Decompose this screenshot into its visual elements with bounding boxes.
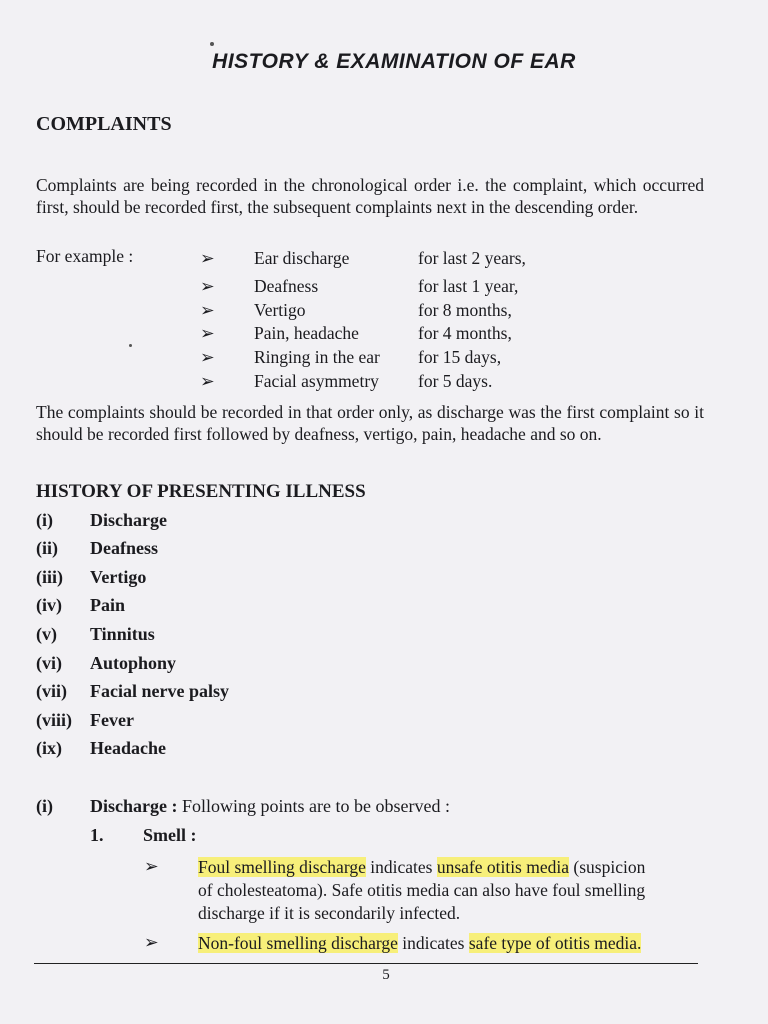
hpi-item-number: (ix) bbox=[36, 738, 62, 758]
example-duration: for 15 days, bbox=[418, 347, 502, 367]
hpi-item bbox=[0, 510, 768, 538]
hpi-item-label: Fever bbox=[90, 710, 134, 730]
discharge-number: (i) bbox=[36, 796, 53, 816]
hpi-item-number: (vii) bbox=[36, 681, 67, 701]
bullet-text: (suspicion bbox=[569, 857, 646, 877]
hpi-item-label: Pain bbox=[90, 595, 126, 615]
speck-mark bbox=[129, 344, 132, 347]
discharge-label: Discharge : bbox=[90, 796, 178, 816]
hpi-item-number: (iv) bbox=[36, 595, 62, 615]
hpi-item-number: (i) bbox=[36, 510, 53, 530]
complaints-heading: COMPLAINTS bbox=[36, 113, 172, 135]
smell-label: Smell : bbox=[143, 825, 197, 845]
hpi-item bbox=[0, 538, 768, 566]
page-number: 5 bbox=[382, 967, 390, 983]
foul-smell-bullet bbox=[198, 856, 703, 925]
example-duration: for 4 months, bbox=[418, 323, 512, 343]
hpi-item-number: (vi) bbox=[36, 653, 62, 673]
discharge-text: Following points are to be observed : bbox=[177, 796, 450, 816]
hpi-item-number: (v) bbox=[36, 624, 57, 644]
speck-mark bbox=[210, 42, 214, 46]
example-row bbox=[0, 371, 768, 395]
hpi-item bbox=[0, 738, 768, 766]
highlight-safe-otitis: safe type of otitis media. bbox=[468, 933, 642, 953]
hpi-item-label: Vertigo bbox=[90, 567, 147, 587]
page-title: HISTORY & EXAMINATION OF EAR bbox=[212, 50, 576, 73]
foul-smell-line-1 bbox=[198, 856, 703, 879]
highlight-foul-smelling: Foul smelling discharge bbox=[198, 857, 366, 877]
hpi-item-label: Discharge bbox=[90, 510, 167, 530]
hpi-item-label: Facial nerve palsy bbox=[90, 681, 229, 701]
arrow-bullet-icon: ➢ bbox=[200, 371, 215, 391]
example-complaint: Pain, headache bbox=[254, 323, 359, 343]
hpi-item-number: (ii) bbox=[36, 538, 58, 558]
example-row bbox=[0, 248, 768, 272]
arrow-bullet-icon: ➢ bbox=[200, 248, 215, 268]
footer-rule bbox=[34, 963, 698, 964]
arrow-bullet-icon: ➢ bbox=[200, 323, 215, 343]
example-label: For example : bbox=[36, 246, 134, 266]
example-duration: for last 2 years, bbox=[418, 248, 526, 268]
hpi-item bbox=[0, 710, 768, 738]
example-complaint: Ringing in the ear bbox=[254, 347, 380, 367]
bullet-text: indicates bbox=[397, 933, 469, 953]
example-row bbox=[0, 300, 768, 324]
highlight-unsafe-otitis: unsafe otitis media bbox=[436, 857, 570, 877]
bullet-text: indicates bbox=[365, 857, 437, 877]
arrow-bullet-icon: ➢ bbox=[200, 347, 215, 367]
hpi-item bbox=[0, 624, 768, 652]
hpi-item-label: Headache bbox=[90, 738, 166, 758]
example-row bbox=[0, 323, 768, 347]
complaints-intro: Complaints are being recorded in the chronological order i.e. the complaint, which occurred first, should be recorded first, the subsequent complaints next in the descending order. bbox=[36, 175, 704, 217]
non-foul-smell-bullet bbox=[198, 932, 703, 955]
discharge-intro bbox=[90, 796, 450, 817]
hpi-item-label: Autophony bbox=[90, 653, 177, 673]
foul-smell-line-2: of cholesteatoma). Safe otitis media can also have foul smelling bbox=[198, 880, 646, 900]
hpi-item-label: Deafness bbox=[90, 538, 158, 558]
hpi-item-number: (viii) bbox=[36, 710, 72, 730]
hpi-item bbox=[0, 595, 768, 623]
example-duration: for last 1 year, bbox=[418, 276, 519, 296]
arrow-bullet-icon: ➢ bbox=[144, 856, 159, 876]
hpi-item-label: Tinnitus bbox=[90, 624, 155, 644]
example-duration: for 5 days. bbox=[418, 371, 493, 391]
smell-number: 1. bbox=[90, 825, 104, 845]
example-complaint: Ear discharge bbox=[254, 248, 350, 268]
hpi-heading: HISTORY OF PRESENTING ILLNESS bbox=[36, 481, 366, 502]
hpi-item bbox=[0, 567, 768, 595]
complaints-conclusion: The complaints should be recorded in that order only, as discharge was the first complaint so it should be recorded first followed by deafness, vertigo, pain, headache and so on. bbox=[36, 402, 704, 444]
hpi-item-number: (iii) bbox=[36, 567, 63, 587]
arrow-bullet-icon: ➢ bbox=[144, 932, 159, 952]
example-complaint: Deafness bbox=[254, 276, 319, 296]
example-duration: for 8 months, bbox=[418, 300, 512, 320]
example-complaint: Vertigo bbox=[254, 300, 306, 320]
example-row bbox=[0, 347, 768, 371]
arrow-bullet-icon: ➢ bbox=[200, 276, 215, 296]
example-complaint: Facial asymmetry bbox=[254, 371, 379, 391]
hpi-item bbox=[0, 681, 768, 709]
hpi-item bbox=[0, 653, 768, 681]
arrow-bullet-icon: ➢ bbox=[200, 300, 215, 320]
highlight-non-foul: Non-foul smelling discharge bbox=[198, 933, 398, 953]
foul-smell-line-3: discharge if it is secondarily infected. bbox=[198, 903, 461, 923]
example-row bbox=[0, 276, 768, 300]
